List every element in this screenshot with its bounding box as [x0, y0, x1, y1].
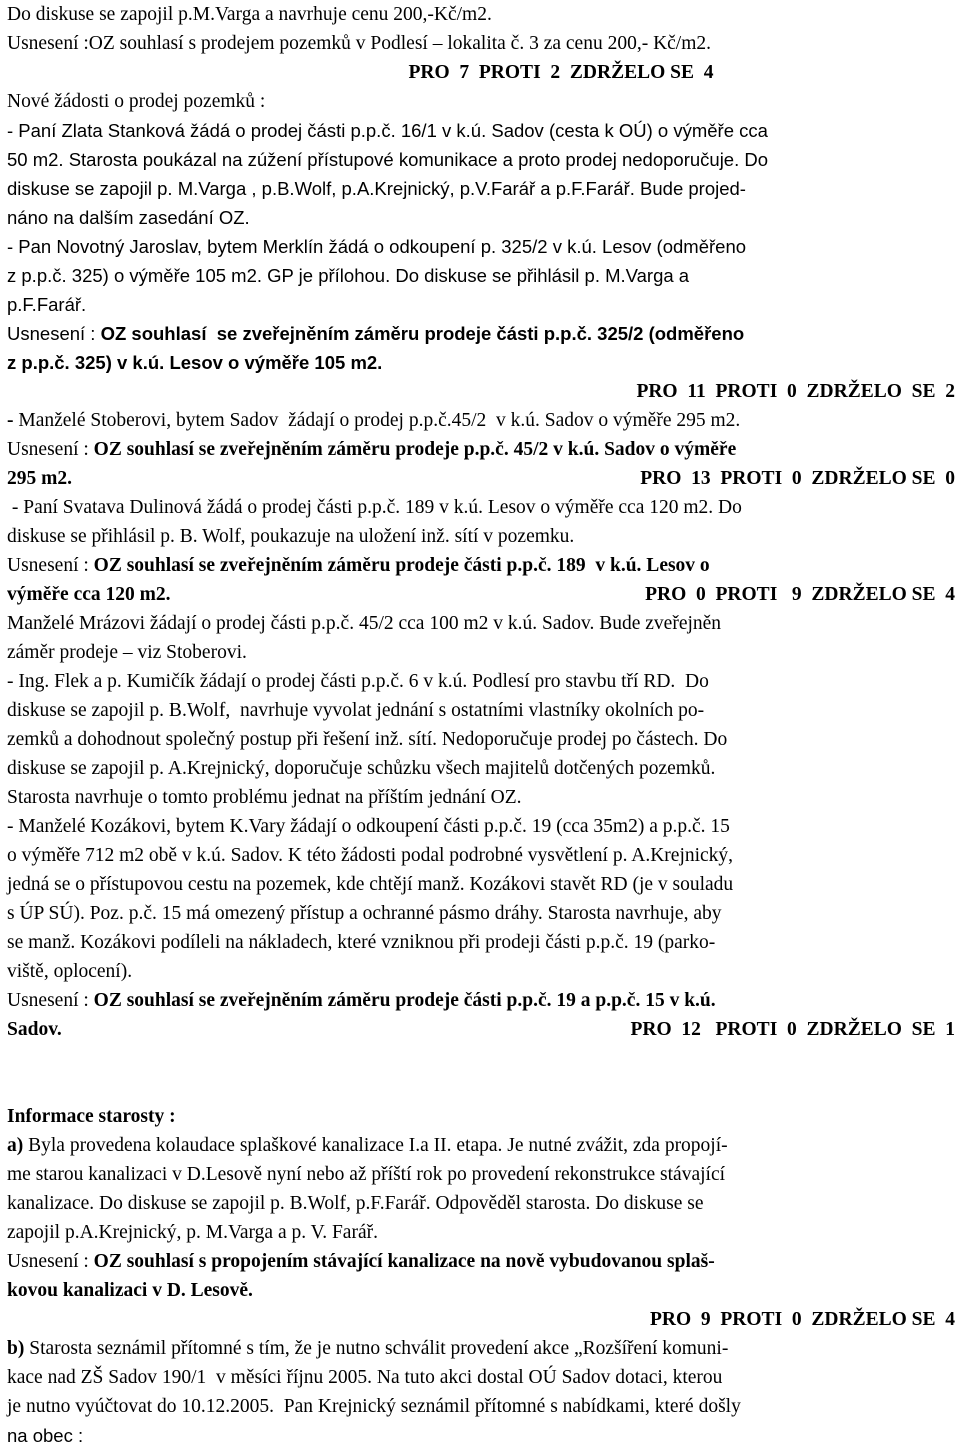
text-run: Nové žádosti o prodej pozemků :: [7, 91, 266, 112]
text-line: [7, 812, 955, 841]
text-line: [7, 667, 955, 696]
text-run: Manželé Mrázovi žádají o prodej části p.p.č. 45/2 cca 100 m2 v k.ú. Sadov. Bude zveřejněn: [7, 613, 722, 634]
text-line: [7, 899, 955, 928]
resolution-vote-line: [7, 464, 955, 493]
text-run: viště, oplocení).: [7, 961, 133, 982]
text-line: [7, 232, 955, 261]
text-run: p.F.Farář.: [7, 294, 87, 315]
bold-text: b): [7, 1338, 25, 1359]
text-run: Usnesení :: [7, 1251, 94, 1272]
text-run: náno na dalším zasedání OZ.: [7, 207, 250, 228]
text-line: [7, 493, 955, 522]
text-run: Usnesení :: [7, 555, 94, 576]
bold-text: z p.p.č. 325) v k.ú. Lesov o výměře 105 m2.: [7, 352, 383, 373]
text-run: - Paní Svatava Dulinová žádá o prodej části p.p.č. 189 v k.ú. Lesov o výměře cca 120 m2. Do: [7, 497, 742, 518]
text-run: z p.p.č. 325) o výměře 105 m2. GP je přílohou. Do diskuse se přihlásil p. M.Varga a: [7, 265, 690, 286]
bold-text: OZ souhlasí se zveřejněním záměru prodeje části p.p.č. 325/2 (odměřeno: [100, 323, 745, 344]
text-run: o výměře 712 m2 obě v k.ú. Sadov. K této žádosti podal podrobné vysvětlení p. A.Krejnický,: [7, 845, 734, 866]
text-run: na obec :: [7, 1425, 84, 1446]
text-run: diskuse se přihlásil p. B. Wolf, poukazuje na uložení inž. sítí v pozemku.: [7, 526, 575, 547]
vote-result: [7, 1305, 955, 1334]
text-run: diskuse se zapojil p. M.Varga , p.B.Wolf, p.A.Krejnický, p.V.Farář a p.F.Farář. Bude projed-: [7, 178, 746, 199]
text-line: [7, 1247, 955, 1276]
text-line: [7, 29, 955, 58]
vote-text: PRO 13 PROTI 0 ZDRŽELO SE 0: [640, 468, 955, 489]
text-line: [7, 406, 955, 435]
bold-text: a): [7, 1135, 24, 1156]
text-run: 50 m2. Starosta poukázal na zúžení přístupové komunikace a proto prodej nedoporučuje. Do: [7, 149, 769, 170]
text-line: [7, 1363, 955, 1392]
bold-text: -: [7, 410, 19, 431]
bold-text: OZ souhlasí se zveřejněním záměru prodeje části p.p.č. 19 a p.p.č. 15 v k.ú.: [93, 990, 716, 1011]
text-line: [7, 435, 955, 464]
text-line: [7, 1160, 955, 1189]
text-line: [7, 1189, 955, 1218]
resolution-text: Sadov.: [7, 1019, 62, 1040]
text-line: [7, 986, 955, 1015]
text-line: [7, 551, 955, 580]
text-run: - Manželé Kozákovi, bytem K.Vary žádají o odkoupení části p.p.č. 19 (cca 35m2) a p.p.č. 15: [7, 816, 730, 837]
text-line: [7, 870, 955, 899]
resolution-text: 295 m2.: [7, 468, 72, 489]
text-run: Usnesení :: [7, 33, 89, 54]
text-run: kanalizace. Do diskuse se zapojil p. B.Wolf, p.F.Farář. Odpověděl starosta. Do diskuse se: [7, 1193, 704, 1214]
resolution-vote-line: [7, 580, 955, 609]
vote-text: PRO 7 PROTI 2 ZDRŽELO SE 4: [408, 62, 714, 83]
text-run: Starosta navrhuje o tomto problému jednat na příštím jednání OZ.: [7, 787, 522, 808]
text-line: [7, 0, 955, 29]
vote-text: PRO 12 PROTI 0 ZDRŽELO SE 1: [630, 1019, 955, 1040]
text-run: diskuse se zapojil p. A.Krejnický, doporučuje schůzku všech majitelů dotčených pozemků.: [7, 758, 716, 779]
text-line: [7, 522, 955, 551]
vote-text: PRO 9 PROTI 0 ZDRŽELO SE 4: [649, 1309, 955, 1330]
text-run: zapojil p.A.Krejnický, p. M.Varga a p. V. Farář.: [7, 1222, 378, 1243]
text-line: [7, 174, 955, 203]
text-run: jedná se o přístupovou cestu na pozemek, kde chtějí manž. Kozákovi stavět RD (je v souladu: [7, 874, 734, 895]
vote-text: PRO 11 PROTI 0 ZDRŽELO SE 2: [636, 381, 955, 402]
text-line: [7, 841, 955, 870]
text-line: [7, 319, 955, 348]
text-line: [7, 87, 955, 116]
bold-text: OZ souhlasí se zveřejněním záměru prodeje části p.p.č. 189 v k.ú. Lesov o: [93, 555, 710, 576]
text-run: Do diskuse se zapojil p.M.Varga a navrhuje cenu 200,-Kč/m2.: [7, 4, 492, 25]
vote-text: PRO 0 PROTI 9 ZDRŽELO SE 4: [645, 584, 955, 605]
text-run: záměr prodeje – viz Stoberovi.: [7, 642, 247, 663]
vote-result: [7, 58, 955, 87]
text-run: je nutno vyúčtovat do 10.12.2005. Pan Krejnický seznámil přítomné s nabídkami, které došly: [7, 1396, 741, 1417]
text-run: - Pan Novotný Jaroslav, bytem Merklín žádá o odkoupení p. 325/2 v k.ú. Lesov (odměřeno: [7, 236, 747, 257]
text-line: [7, 928, 955, 957]
text-line: [7, 696, 955, 725]
text-run: me starou kanalizaci v D.Lesově nyní nebo až příští rok po provedení rekonstrukce stávající: [7, 1164, 726, 1185]
resolution-text: výměře cca 120 m2.: [7, 584, 171, 605]
text-run: OZ souhlasí s prodejem pozemků v Podlesí – lokalita č. 3 za cenu 200,- Kč/m2.: [88, 33, 712, 54]
text-line: [7, 290, 955, 319]
text-line: [7, 203, 955, 232]
text-run: Starosta seznámil přítomné s tím, že je nutno schválit provedení akce „Rozšíření komuni-: [24, 1338, 729, 1359]
text-line: [7, 638, 955, 667]
bold-text: kovou kanalizaci v D. Lesově.: [7, 1280, 253, 1301]
bold-text: Informace starosty :: [7, 1106, 176, 1127]
resolution-vote-line: [7, 1015, 955, 1044]
text-line: [7, 145, 955, 174]
text-run: - Paní Zlata Stanková žádá o prodej části p.p.č. 16/1 v k.ú. Sadov (cesta k OÚ) o výměře cca: [7, 120, 768, 141]
text-run: zemků a dohodnout společný postup při řešení inž. sítí. Nedoporučuje prodej po částech. Do: [7, 729, 728, 750]
text-run: diskuse se zapojil p. B.Wolf, navrhuje vyvolat jednání s ostatními vlastníky okolních po-: [7, 700, 705, 721]
text-run: - Ing. Flek a p. Kumičík žádají o prodej části p.p.č. 6 v k.ú. Podlesí pro stavbu tří RD. Do: [7, 671, 709, 692]
text-line: [7, 116, 955, 145]
text-line: [7, 261, 955, 290]
text-run: kace nad ZŠ Sadov 190/1 v měsíci říjnu 2005. Na tuto akci dostal OÚ Sadov dotaci, kterou: [7, 1367, 723, 1388]
text-line: [7, 754, 955, 783]
bold-text: OZ souhlasí s propojením stávající kanalizace na nově vybudovanou splaš-: [93, 1251, 715, 1272]
text-line: [7, 1131, 955, 1160]
bold-text: OZ souhlasí se zveřejněním záměru prodeje p.p.č. 45/2 v k.ú. Sadov o výměře: [93, 439, 737, 460]
text-run: Usnesení :: [7, 439, 94, 460]
text-line: [7, 348, 955, 377]
text-line: [7, 1276, 955, 1305]
text-run: s ÚP SÚ). Poz. p.č. 15 má omezený přístup a ochranné pásmo dráhy. Starosta navrhuje, aby: [7, 903, 722, 924]
paragraph-gap: [7, 1044, 955, 1102]
text-line: [7, 783, 955, 812]
text-line: [7, 957, 955, 986]
text-line: [7, 725, 955, 754]
vote-result: [7, 377, 955, 406]
text-run: Manželé Stoberovi, bytem Sadov žádají o prodej p.p.č.45/2 v k.ú. Sadov o výměře 295 m2.: [18, 410, 741, 431]
text-line: [7, 609, 955, 638]
text-line: [7, 1102, 955, 1131]
text-run: se manž. Kozákovi podíleli na nákladech, které vzniknou při prodeji části p.p.č. 19 (parko-: [7, 932, 716, 953]
text-line: [7, 1392, 955, 1421]
text-run: Usnesení :: [7, 323, 101, 344]
text-line: [7, 1334, 955, 1363]
text-line: [7, 1218, 955, 1247]
text-run: Byla provedena kolaudace splaškové kanalizace I.a II. etapa. Je nutné zvážit, zda propojí-: [23, 1135, 728, 1156]
document-page: [7, 0, 955, 1450]
text-run: Usnesení :: [7, 990, 94, 1011]
